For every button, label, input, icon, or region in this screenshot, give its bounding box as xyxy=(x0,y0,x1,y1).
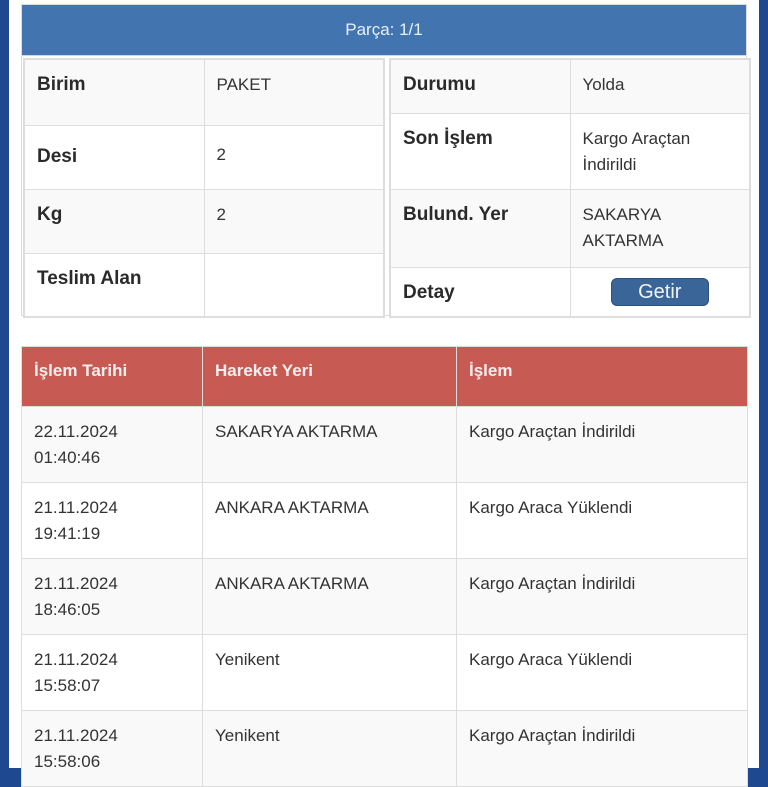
info-row-durumu xyxy=(390,59,750,113)
info-tables xyxy=(22,56,746,318)
time: 15:58:07 xyxy=(34,676,101,695)
info-label: Son İşlem xyxy=(390,113,570,189)
getir-button[interactable]: Getir xyxy=(611,278,709,306)
info-table-right xyxy=(389,58,751,318)
action-cell: Kargo Araçtan İndirildi xyxy=(457,559,748,635)
info-value: PAKET xyxy=(204,59,384,125)
column-header-hareket-yeri: Hareket Yeri xyxy=(203,347,457,407)
date-cell xyxy=(22,711,203,787)
info-row-kg xyxy=(24,189,384,253)
date-cell xyxy=(22,407,203,483)
date: 21.11.2024 xyxy=(34,498,118,517)
info-label: Teslim Alan xyxy=(24,253,204,317)
info-value: Yolda xyxy=(570,59,750,113)
table-row xyxy=(22,635,748,711)
column-header-islem-tarihi: İşlem Tarihi xyxy=(22,347,203,407)
date: 21.11.2024 xyxy=(34,726,118,745)
info-value xyxy=(204,253,384,317)
time: 19:41:19 xyxy=(34,524,101,543)
date-cell xyxy=(22,635,203,711)
action-cell: Kargo Araca Yüklendi xyxy=(457,483,748,559)
info-table-left xyxy=(23,58,385,318)
info-value: 2 xyxy=(204,125,384,189)
date-cell xyxy=(22,483,203,559)
page xyxy=(9,0,759,771)
info-row-desi xyxy=(24,125,384,189)
date: 21.11.2024 xyxy=(34,650,118,669)
place-cell: ANKARA AKTARMA xyxy=(203,483,457,559)
info-row-detay xyxy=(390,267,750,317)
info-label: Bulund. Yer xyxy=(390,189,570,267)
info-value: 2 xyxy=(204,189,384,253)
time: 15:58:06 xyxy=(34,752,101,771)
table-row xyxy=(22,483,748,559)
table-row xyxy=(22,407,748,483)
column-header-islem: İşlem xyxy=(457,347,748,407)
info-value: Kargo Araçtan İndirildi xyxy=(570,113,750,189)
time: 01:40:46 xyxy=(34,448,101,467)
info-row-birim xyxy=(24,59,384,125)
parca-panel xyxy=(21,4,747,316)
table-row xyxy=(22,559,748,635)
info-row-son-islem xyxy=(390,113,750,189)
place-cell: SAKARYA AKTARMA xyxy=(203,407,457,483)
date-cell xyxy=(22,559,203,635)
info-label: Birim xyxy=(24,59,204,125)
date: 21.11.2024 xyxy=(34,574,118,593)
date: 22.11.2024 xyxy=(34,422,118,441)
info-label: Detay xyxy=(390,267,570,317)
history-table xyxy=(21,346,748,787)
info-row-bulund-yer xyxy=(390,189,750,267)
action-cell: Kargo Araçtan İndirildi xyxy=(457,711,748,787)
info-value xyxy=(570,267,750,317)
info-label: Desi xyxy=(24,125,204,189)
info-value: SAKARYA AKTARMA xyxy=(570,189,750,267)
action-cell: Kargo Araca Yüklendi xyxy=(457,635,748,711)
action-cell: Kargo Araçtan İndirildi xyxy=(457,407,748,483)
info-label: Durumu xyxy=(390,59,570,113)
history-header-row xyxy=(22,347,748,407)
info-label: Kg xyxy=(24,189,204,253)
table-row xyxy=(22,711,748,787)
info-row-teslim-alan xyxy=(24,253,384,317)
place-cell: ANKARA AKTARMA xyxy=(203,559,457,635)
parca-header: Parça: 1/1 xyxy=(22,5,746,56)
place-cell: Yenikent xyxy=(203,635,457,711)
place-cell: Yenikent xyxy=(203,711,457,787)
time: 18:46:05 xyxy=(34,600,101,619)
